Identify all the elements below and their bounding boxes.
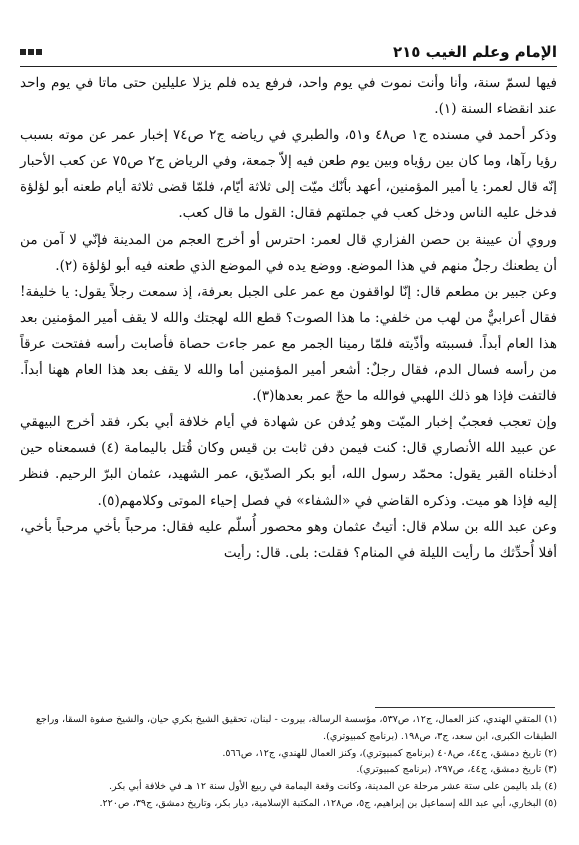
- paragraph: فيها لسمّ سنة، وأنا وأنت نموت في يوم واحد، فرفع يده فلم يزلا عليلين حتى ماتا في يوم واحد عند انقضاء السنة (١).: [20, 75, 557, 118]
- paragraph: وعن جبير بن مطعم قال: إنّا لواقفون مع عمر على الجبل بعرفة، إذ سمعت رجلاً يقول: يا خليفة! فقال أعرابيٌّ من لهب من خلفي: ما هذا الصوت؟ قطع الله لهجتك والله لا يقف أمير المؤمنين بعد هذا العام أبداً. فسببته وأذّيته فلمّا رمينا الجمر مع عمر جاءت حصاة فأصابت رأسه ففتحت عرقاً من رأسه فسال الدم، فقال رجلٌ: أشعر أمير المؤمنين أما والله لا يقف بعد هذا العام ههنا أبداً. فالتفت فإذا هو ذلك اللهبي فوالله ما حجّ عمر بعدها(٣).: [20, 283, 557, 405]
- footnote-divider: [375, 707, 555, 708]
- header-squares-decoration: [20, 49, 42, 55]
- footnote: (٤) بلد باليمن على ستة عشر مرحلة عن المدينة، وكانت وقعة اليمامة في ربيع الأول سنة ١٢ هـ في خلافة أبي بكر.: [108, 781, 557, 793]
- footnote: (٢) تاريخ دمشق، ج٤٤، ص٤٠٨ (برنامج كمبيوتري)، وكنز العمال للهندي، ج١٢، ص٥٦٦.: [222, 747, 557, 759]
- footnotes: [20, 712, 557, 813]
- square-icon: [20, 49, 26, 55]
- paragraph: وروي أن عيينة بن حصن الفزاري قال لعمر: احترس أو أخرج العجم من المدينة فإنّي لا آمن من أن يطعنك رجلٌ منهم في هذا الموضع. ووضع يده في الموضع الذي طعنه فيه أبو لؤلؤة (٢).: [20, 231, 557, 274]
- page-header: [20, 38, 557, 67]
- paragraph: وإن تعجب فعجبٌ إخبار الميّت وهو يُدفن عن شهادة في أيام خلافة أبي بكر، فقد أخرج البيهقي عن عبيد الله الأنصاري قال: كنت فيمن دفن ثابت بن قيس وكان قُتل باليمامة (٤) فسمعناه حين أدخلناه القبر يقول: محمّد رسول الله، أبو بكر الصدّيق، عمر الشهيد، عثمان البرّ الرحيم. فنظر إليه فإذا هو ميت. وذكره القاضي في «الشفاء» في فصل إحياء الموتى وكلامهم(٥).: [20, 414, 557, 509]
- square-icon: [28, 49, 34, 55]
- paragraph: وعن عبد الله بن سلام قال: أتيتُ عثمان وهو محصور أُسلّم عليه فقال: مرحباً بأخي مرحباً بأخي، أفلا أُحدِّثك ما رأيت الليلة في المنام؟ فقلت: بلى. قال: رأيت: [20, 518, 557, 561]
- square-icon: [36, 49, 42, 55]
- main-text: [20, 70, 557, 566]
- running-title: الإمام وعلم الغيب ٢١٥: [392, 43, 557, 61]
- paragraph: وذكر أحمد في مسنده ج١ ص٤٨ و٥١، والطبري في رياضه ج٢ ص٧٤ إخبار عمر عن موته بسبب رؤيا رآها، وما كان بين رؤياه وبين يوم طعن فيه إلاّ جمعة، وفي الرياض ج٢ ص٧٥ عن كعب الأحبار إنّه قال لعمر: يا أمير المؤمنين، أعهد بأنّك ميّت إلى ثلاثة أيّام، فلمّا قضى ثلاثة أيام طعنه أبو لؤلؤة فدخل عليه الناس ودخل كعب في جملتهم فقال: القول ما قال كعب.: [20, 127, 558, 222]
- footnote: (٥) البخاري، أبي عبد الله إسماعيل بن إبراهيم، ج٥، ص١٢٨، المكتبة الإسلامية، ديار بكر، وتاريخ دمشق، ج٣٩، ص٢٢٠.: [99, 797, 557, 809]
- footnote: (٣) تاريخ دمشق، ج٤٤، ص٢٩٧، (برنامج كمبيوتري).: [356, 764, 557, 776]
- footnote: (١) المتقي الهندي، كنز العمال، ج١٢، ص٥٣٧، مؤسسة الرسالة، بيروت - لبنان، تحقيق الشيخ بكري حيان، والشيخ صفوة السقا، وراجع الطبقات الكبرى، ابن سعد، ج٣، ص١٩٨. (برنامج كمبيوتري).: [35, 714, 557, 742]
